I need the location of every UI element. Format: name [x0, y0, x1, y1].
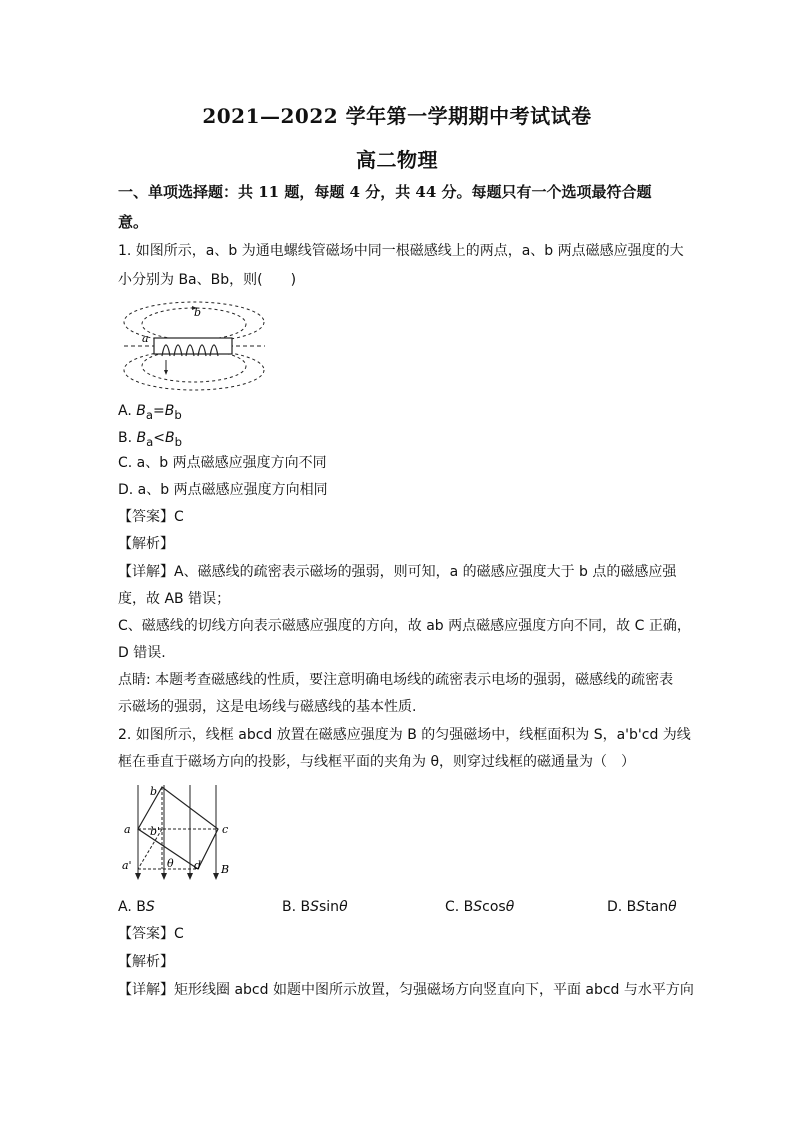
q1-note1: 点睛: 本题考查磁感线的性质，要注意明确电场线的疏密表示电场的强弱，磁感线的疏密表	[118, 672, 674, 688]
section-heading-cont: 意。	[118, 213, 149, 231]
q1-detail2: 度，故 AB 错误；	[118, 591, 231, 607]
loop-figure	[118, 783, 236, 883]
exam-subject: 高二物理	[356, 148, 438, 172]
q2-detail1: 【详解】矩形线圈 abcd 如题中图所示放置，匀强磁场方向竖直向下，平面 abcd 与水平方向	[118, 982, 694, 998]
q2-option-c: C. BScosθ	[445, 899, 515, 915]
label-B: B	[221, 863, 230, 876]
label-a-prime: a'	[122, 859, 132, 872]
q2-option-b: B. BSsinθ	[282, 899, 348, 915]
solenoid-figure	[122, 300, 267, 392]
q2-stem-line1: 2. 如图所示，线框 abcd 放置在磁感应强度为 B 的匀强磁场中，线框面积为 S，a'b'cd 为线	[118, 727, 691, 743]
label-theta: θ	[167, 857, 174, 870]
q2-answer: 【答案】C	[118, 926, 184, 942]
q2-analysis: 【解析】	[118, 954, 174, 970]
q1-stem-line1: 1. 如图所示，a、b 为通电螺线管磁场中同一根磁感线上的两点，a、b 两点磁感应强度的大	[118, 243, 684, 259]
label-a: a	[124, 823, 131, 836]
section-heading: 一、单项选择题：共 11 题，每题 4 分，共 44 分。每题只有一个选项最符合题	[118, 183, 652, 201]
q1-detail3: C、磁感线的切线方向表示磁感应强度的方向，故 ab 两点磁感应强度方向不同，故 C 正确，	[118, 618, 691, 634]
q2-stem-line2: 框在垂直于磁场方向的投影，与线框平面的夹角为 θ，则穿过线框的磁通量为（ ）	[118, 754, 636, 770]
q1-option-d: D. a、b 两点磁感应强度方向相同	[118, 482, 328, 498]
exam-title: 2021—2022 学年第一学期期中考试试卷	[202, 104, 592, 128]
q2-option-a: A. BS	[118, 899, 155, 915]
q1-option-c: C. a、b 两点磁感应强度方向不同	[118, 455, 327, 471]
q1-option-a: A. $B_a=B_b$	[118, 403, 182, 422]
field-arrows	[135, 873, 219, 880]
label-b: b	[194, 306, 202, 319]
q2-option-d: D. BStanθ	[607, 899, 677, 915]
label-c: c	[222, 823, 229, 836]
label-b-prime: b'	[150, 825, 161, 838]
arrow-bottom	[164, 370, 168, 375]
label-b: b	[150, 785, 158, 798]
q1-answer: 【答案】C	[118, 509, 184, 525]
label-d: d	[194, 859, 202, 872]
q1-detail1: 【详解】A、磁感线的疏密表示磁场的强弱，则可知，a 的磁感应强度大于 b 点的磁感应强	[118, 564, 677, 580]
q1-detail4: D 错误.	[118, 645, 166, 661]
q1-stem-line2: 小分别为 Ba、Bb，则( )	[118, 272, 297, 288]
q1-analysis: 【解析】	[118, 536, 174, 552]
label-a: a	[142, 332, 149, 345]
q1-note2: 示磁场的强弱，这是电场线与磁感线的基本性质.	[118, 699, 417, 715]
q1-option-b: B. $B_a<B_b$	[118, 430, 183, 449]
